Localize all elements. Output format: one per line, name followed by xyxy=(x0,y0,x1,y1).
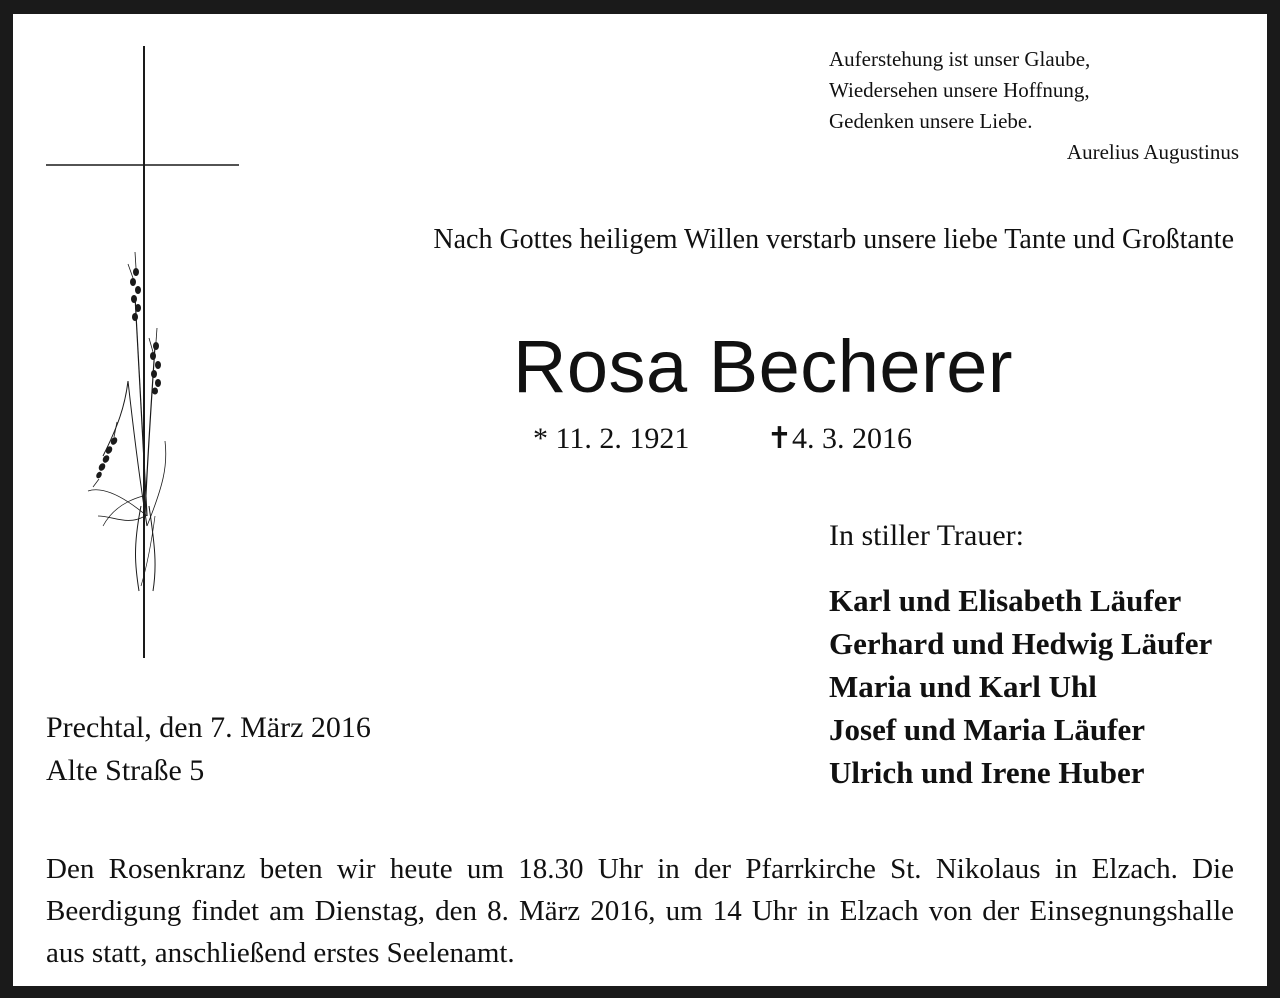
quote-line: Auferstehung ist unser Glaube, xyxy=(829,47,1091,71)
quote-block xyxy=(829,44,1239,168)
address: Alte Straße 5 xyxy=(46,754,205,787)
quote-line: Wiedersehen unsere Hoffnung, xyxy=(829,78,1090,102)
intro-text: Nach Gottes heiligem Willen verstarb unsere liebe Tante und Großtante xyxy=(433,224,1234,255)
mourning-heading: In stiller Trauer: xyxy=(829,519,1024,552)
cross-with-wheat-icon xyxy=(43,46,263,676)
funeral-notice: Den Rosenkranz beten wir heute um 18.30 Uhr in der Pfarrkirche St. Nikolaus in Elzach. Die Beerdigung findet am Dienstag, den 8. März 2016, um 14 Uhr in Elzach von der Einsegnungshalle aus statt, anschließend erstes Seelenamt. xyxy=(46,853,1234,969)
list-item: Maria und Karl Uhl xyxy=(829,669,1097,704)
list-item: Karl und Elisabeth Läufer xyxy=(829,583,1182,618)
quote-author: Aurelius Augustinus xyxy=(1066,140,1239,164)
list-item: Gerhard und Hedwig Läufer xyxy=(829,626,1213,661)
birth-date: * 11. 2. 1921 xyxy=(533,422,690,455)
place-block xyxy=(46,706,371,792)
deceased-name: Rosa Becherer xyxy=(512,325,1014,408)
place-date: Prechtal, den 7. März 2016 xyxy=(46,711,371,744)
mourners-list xyxy=(829,579,1212,794)
life-dates xyxy=(533,421,1033,456)
quote-line: Gedenken unsere Liebe. xyxy=(829,109,1033,133)
list-item: Ulrich und Irene Huber xyxy=(829,755,1145,790)
death-date: ✝4. 3. 2016 xyxy=(766,422,913,455)
list-item: Josef und Maria Läufer xyxy=(829,712,1146,747)
